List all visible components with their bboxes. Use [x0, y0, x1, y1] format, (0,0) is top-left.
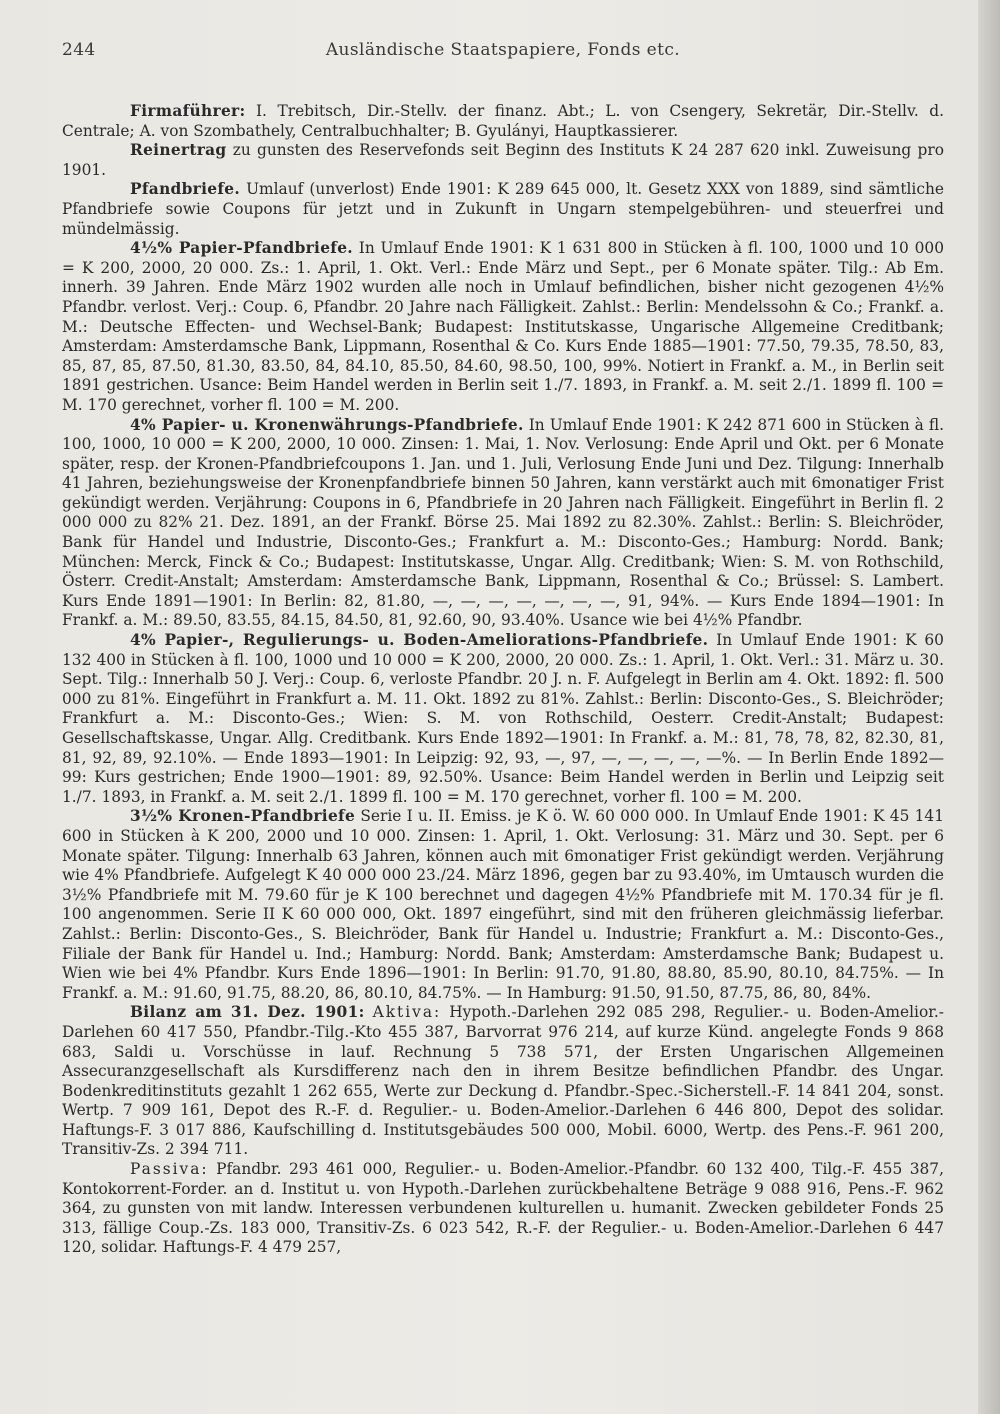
paragraph-text: I. Trebitsch, Dir.-Stellv. der finanz. Abt.; L. von Csengery, Sekretär, Dir.-Stellv. d. Centrale; A. von Szombathely, Centralbuchhalter; B. Gyulányi, Hauptkassierer. — [62, 102, 944, 140]
page-number: 244 — [62, 40, 96, 60]
page-binding-edge — [978, 0, 1000, 1414]
paragraph-text: In Umlauf Ende 1901: K 242 871 600 in Stücken à fl. 100, 1000, 10 000 = K 200, 2000, 10 000. Zinsen: 1. Mai, 1. Nov. Verlosung: Ende April und Okt. per 6 Monate später, resp. der Kronen-Pfandbriefcoupons 1. Jan. und 1. Juli, Verlosung Ende Juni und Dez. Tilgung: Innerhalb 41 Jahren, beziehungsweise der Kronenpfandbriefe binnen 50 Jahren, kann verstärkt auch mit 6monatiger Frist gekündigt werden. Verjährung: Coupons in 6, Pfandbriefe in 20 Jahren nach Fälligkeit. Eingeführt in Berlin fl. 2 000 000 zu 82% 21. Dez. 1891, an der Frankf. Börse 25. Mai 1892 zu 82.30%. Zahlst.: Berlin: S. Bleichröder, Bank für Handel und Industrie, Disconto-Ges.; Frankfurt a. M.: Disconto-Ges.; Hamburg: Nordd. Bank; München: Merck, Finck & Co.; Budapest: Institutskasse, Ungar. Allg. Creditbank; Wien: S. M. von Rothschild, Österr. Credit-Anstalt; Amsterdam: Amsterdamsche Bank, Lippmann, Rosenthal & Co.; Brüssel: S. Lambert. Kurs Ende 1891—1901: In Berlin: 82, 81.80, —, —, —, —, —, —, —, 91, 94%. — Kurs Ende 1894—1901: In Frankf. a. M.: 89.50, 83.55, 84.15, 84.50, 81, 92.60, 90, 93.40%. Usance wie bei 4½% Pfandbr. — [62, 415, 944, 630]
paragraph-lead: 4% Papier- u. Kronenwährungs-Pfandbriefe. — [130, 415, 524, 434]
paragraph-text: Umlauf (unverlost) Ende 1901: K 289 645 000, lt. Gesetz XXX von 1889, sind sämtliche Pfandbriefe sowie Coupons für jetzt und in Zukunft in Ungarn stempelgebühren- und steuerfrei und mündelmässig. — [62, 180, 944, 238]
paragraph-text: zu gunsten des Reservefonds seit Beginn des Instituts K 24 287 620 inkl. Zuweisung pro 1901. — [62, 141, 944, 179]
paragraph-pfandbriefe — [62, 180, 944, 239]
document-body — [62, 102, 944, 1258]
paragraph-bilanz-aktiva — [62, 1003, 944, 1160]
paragraph-lead: Firmaführer: — [130, 102, 246, 120]
paragraph-bilanz-passiva — [62, 1160, 944, 1258]
paragraph-lead: Pfandbriefe. — [130, 180, 240, 199]
paragraph-papier-pfandbriefe — [62, 239, 944, 415]
paragraph-lead: 3½% Kronen-Pfandbriefe — [130, 807, 356, 826]
paragraph-text: In Umlauf Ende 1901: K 1 631 800 in Stücken à fl. 100, 1000 und 10 000 = K 200, 2000, 20 000. Zs.: 1. April, 1. Okt. Verl.: Ende März und Sept., per 6 Monate später. Tilg.: Ab Em. innerh. 39 Jahren. Ende März 1902 wurden alle noch in Umlauf befindlichen, bisher nicht gezogenen 4½% Pfandbr. verlost. Verj.: Coup. 6, Pfandbr. 20 Jahre nach Fälligkeit. Zahlst.: Berlin: Mendelssohn & Co.; Frankf. a. M.: Deutsche Effecten- und Wechsel-Bank; Budapest: Institutskasse, Ungarische Allgemeine Creditbank; Amsterdam: Amsterdamsche Bank, Lippmann, Rosenthal & Co. Kurs Ende 1885—1901: 77.50, 79.35, 78.50, 83, 85, 87, 85, 87.50, 81.30, 83.50, 84, 84.10, 85.50, 84.60, 98.50, 100, 99%. Notiert in Frankf. a. M., in Berlin seit 1891 gestrichen. Usance: Beim Handel werden in Berlin seit 1./7. 1893, in Frankf. a. M. seit 2./1. 1899 fl. 100 = M. 170 gerechnet, vorher fl. 100 = M. 200. — [62, 239, 944, 414]
paragraph-text: Serie I u. II. Emiss. je K ö. W. 60 000 000. In Umlauf Ende 1901: K 45 141 600 in Stücken à K 200, 2000 und 10 000. Zinsen: 1. April, 1. Okt. Verlosung: 31. März und 30. Sept. per 6 Monate später. Tilgung: Innerhalb 63 Jahren, können auch mit 6monatiger Frist gekündigt werden. Verjährung wie 4% Pfandbriefe. Aufgelegt K 40 000 000 23./24. März 1896, gegen bar zu 93.40%, im Umtausch wurden die 3½% Pfandbriefe mit M. 79.60 für je K 100 berechnet und dagegen 4½% Pfandbriefe mit M. 170.34 für je fl. 100 angenommen. Serie II K 60 000 000, Okt. 1897 eingeführt, sind mit den früheren gleichmässig lieferbar. Zahlst.: Berlin: Disconto-Ges., S. Bleichröder, Bank für Handel u. Industrie; Frankfurt a. M.: Disconto-Ges., Filiale der Bank für Handel u. Ind.; Hamburg: Nordd. Bank; Amsterdam: Amsterdamsche Bank; Budapest u. Wien wie bei 4% Pfandbr. Kurs Ende 1896—1901: In Berlin: 91.70, 91.80, 88.80, 85.90, 80.10, 84.75%. — In Frankf. a. M.: 91.60, 91.75, 88.20, 86, 80.10, 84.75%. — In Hamburg: 91.50, 91.50, 87.75, 86, 80, 84%. — [62, 807, 944, 1002]
paragraph-lead: 4% Papier-, Regulierungs- u. Boden-Ameliorations-Pfandbriefe. — [130, 631, 709, 650]
paragraph-lead: Reinertrag — [130, 141, 227, 160]
paragraph-regulierungs-pfandbriefe — [62, 631, 944, 807]
page-header — [62, 40, 944, 74]
passiva-label: Passiva: — [130, 1160, 209, 1179]
paragraph-reinertrag — [62, 141, 944, 180]
paragraph-kronen-pfandbriefe — [62, 807, 944, 1003]
paragraph-lead: 4½% Papier-Pfandbriefe. — [130, 239, 353, 258]
paragraph-text: Hypoth.-Darlehen 292 085 298, Regulier.- u. Boden-Amelior.-Darlehen 60 417 550, Pfandbr.-Tilg.-Kto 455 387, Barvorrat 976 214, auf kurze Künd. angelegte Fonds 9 868 683, Saldi u. Vorschüsse in lauf. Rechnung 5 738 571, der Ersten Ungarischen Allgemeinen Assecuranzgesellschaft als Kursdifferenz nach den in ihrem Besitze befindlichen Pfandbr. des Ungar. Bodenkreditinstituts gezahlt 1 262 655, Werte zur Deckung d. Pfandbr.-Spec.-Sicherstell.-F. 14 841 204, sonst. Wertp. 7 909 161, Depot des R.-F. d. Regulier.- u. Boden-Amelior.-Darlehen 6 446 800, Depot des solidar. Haftungs-F. 3 017 886, Kaufschilling d. Institutsgebäudes 500 000, Mobil. 6000, Wertp. des Pens.-F. 961 200, Transitiv-Zs. 2 394 711. — [62, 1003, 944, 1159]
aktiva-label: Aktiva: — [372, 1003, 442, 1022]
paragraph-kronenwaehrungs-pfandbriefe — [62, 416, 944, 632]
paragraph-text: In Umlauf Ende 1901: K 60 132 400 in Stücken à fl. 100, 1000 und 10 000 = K 200, 2000, 20 000. Zs.: 1. April, 1. Okt. Verl.: 31. März u. 30. Sept. Tilg.: Innerhalb 50 J. Verj.: Coup. 6, verloste Pfandbr. 20 J. n. F. Aufgelegt in Berlin am 4. Okt. 1892: fl. 500 000 zu 81%. Eingeführt in Frankfurt a. M. 11. Okt. 1892 zu 81%. Zahlst.: Berlin: Disconto-Ges., S. Bleichröder; Frankfurt a. M.: Disconto-Ges.; Wien: S. M. von Rothschild, Oesterr. Credit-Anstalt; Budapest: Gesellschaftskasse, Ungar. Allg. Creditbank. Kurs Ende 1892—1901: In Frankf. a. M.: 81, 78, 78, 82, 82.30, 81, 81, 92, 89, 92.10%. — Ende 1893—1901: In Leipzig: 92, 93, —, 97, —, —, —, —, —%. — In Berlin Ende 1892—99: Kurs gestrichen; Ende 1900—1901: 89, 92.50%. Usance: Beim Handel werden in Berlin und Leipzig seit 1./7. 1893, in Frankf. a. M. seit 2./1. 1899 fl. 100 = M. 170 gerechnet, vorher fl. 100 = M. 200. — [62, 631, 944, 806]
paragraph-firmenfuehrer — [62, 102, 944, 141]
paragraph-lead: Bilanz am 31. Dez. 1901: — [130, 1003, 365, 1022]
running-title: Ausländische Staatspapiere, Fonds etc. — [325, 40, 681, 60]
paragraph-text: Pfandbr. 293 461 000, Regulier.- u. Boden-Amelior.-Pfandbr. 60 132 400, Tilg.-F. 455 387, Kontokorrent-Forder. an d. Institut u. von Hypoth.-Darlehen zurückbehaltene Beträge 9 088 916, Pens.-F. 962 364, zu gunsten von mit landw. Interessen verbundenen kulturellen u. humanit. Zwecken gebildeter Fonds 25 313, fällige Coup.-Zs. 183 000, Transitiv-Zs. 6 023 542, R.-F. der Regulier.- u. Boden-Amelior.-Darlehen 6 447 120, solidar. Haftungs-F. 4 479 257, — [62, 1160, 944, 1257]
